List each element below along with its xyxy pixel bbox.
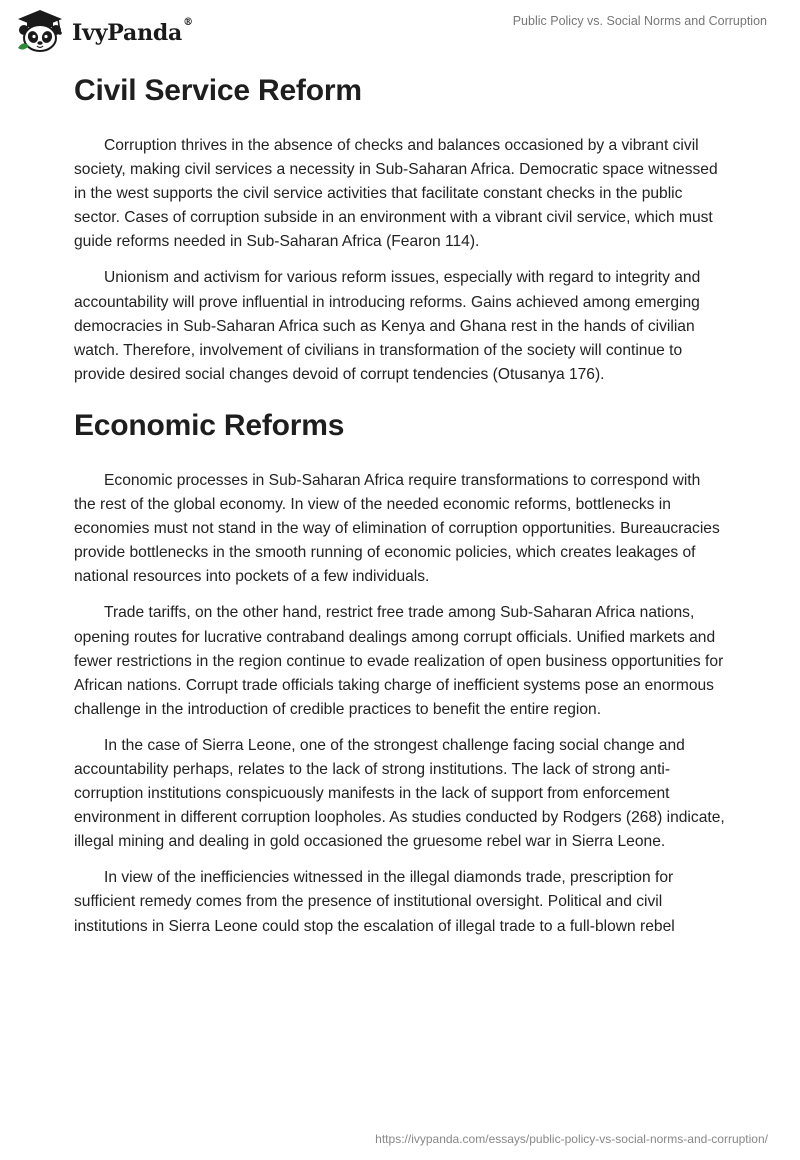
section-heading-economic: Economic Reforms	[74, 408, 345, 442]
paragraph: Corruption thrives in the absence of checks and balances occasioned by a vibrant civil society, making civil services a necessity in Sub-Saharan Africa. Democratic space witnessed in the west supports the civil service activities that facilitate constant checks in the public sector. Cases of corruption subside in an environment with a vibrant civil service, which must guide reforms needed in Sub-Saharan Africa (Fearon 114).	[74, 137, 718, 251]
source-url-link[interactable]: https://ivypanda.com/essays/public-policy-vs-social-norms-and-corruption/	[375, 1132, 768, 1146]
document-title: Public Policy vs. Social Norms and Corruption	[512, 14, 767, 28]
paragraph: In view of the inefficiencies witnessed in the illegal diamonds trade, prescription for sufficient remedy comes from the presence of institutional oversight. Political and civil institutions in Sierra Leone could stop the escalation of illegal trade to a full-blown rebel	[74, 869, 675, 935]
paragraph: Trade tariffs, on the other hand, restrict free trade among Sub-Saharan Africa nations, opening routes for lucrative contraband dealings among corrupt officials. Unified markets and fewer restrictions in the region continue to evade realization of open business opportunities for African nations. Corrupt trade officials taking charge of inefficient systems pose an enormous challenge in the introduction of credible practices to benefit the entire region.	[74, 604, 724, 718]
essay-body	[74, 72, 726, 938]
paragraph: In the case of Sierra Leone, one of the strongest challenge facing social change and accountability perhaps, relates to the lack of strong institutions. The lack of strong anti-corruption institutions conspicuously manifests in the lack of support from enforcement environment in different corruption loopholes. As studies conducted by Rodgers (268) indicate, illegal mining and dealing in gold occasioned the gruesome rebel war in Sierra Leone.	[74, 736, 725, 851]
paragraph: Economic processes in Sub-Saharan Africa require transformations to correspond with the rest of the global economy. In view of the needed economic reforms, bottlenecks in economies must not stand in the way of elimination of corruption opportunities. Bureaucracies provide bottlenecks in the smooth running of economic policies, which creates leakages of national resources into pockets of a few individuals.	[74, 471, 720, 586]
brand-logo[interactable]	[14, 8, 193, 54]
paragraph: Unionism and activism for various reform issues, especially with regard to integrity and accountability will prove influential in introducing reforms. Gains achieved among emerging democracies in Sub-Saharan Africa such as Kenya and Ghana rest in the hands of civilian watch. Therefore, involvement of civilians in transformation of the society will continue to provide desired social changes devoid of corrupt tendencies (Otusanya 176).	[74, 269, 701, 383]
section-heading-civil-service: Civil Service Reform	[74, 74, 362, 107]
brand-name: IvyPanda®	[72, 17, 193, 46]
panda-graduate-icon	[14, 8, 66, 54]
